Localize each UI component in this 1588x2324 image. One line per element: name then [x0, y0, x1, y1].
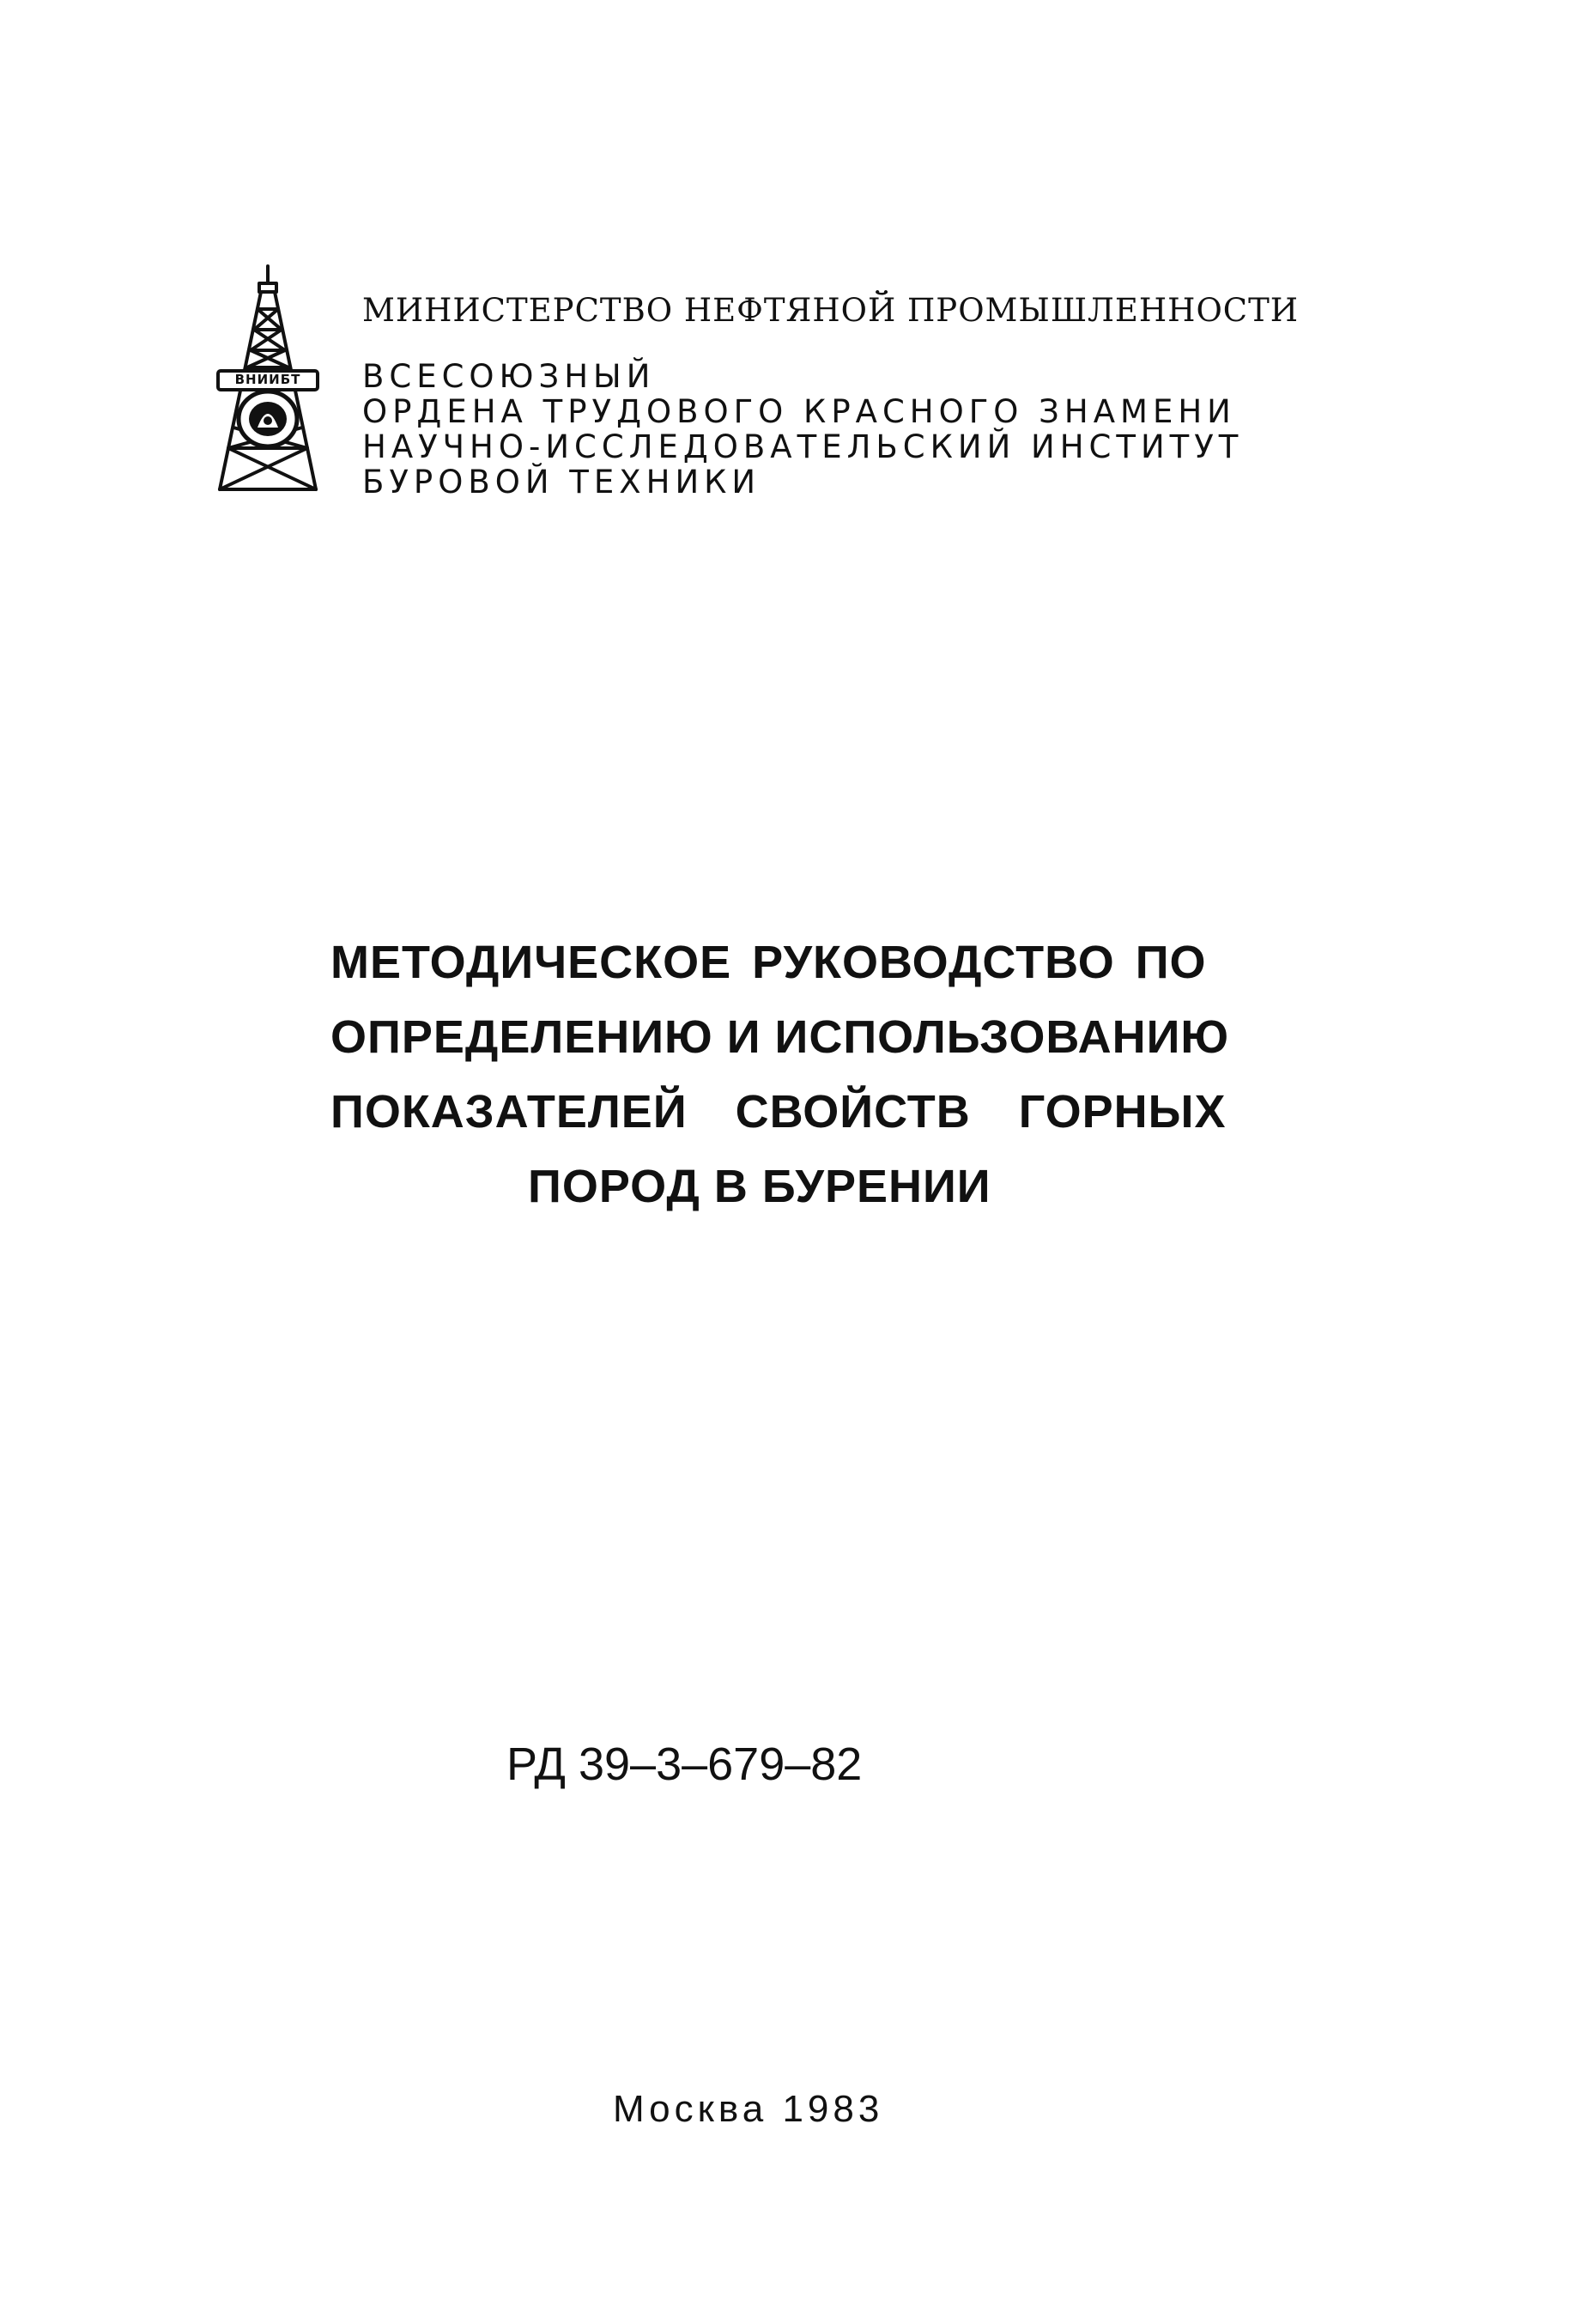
institute-line: ВСЕСОЮЗНЫЙ [362, 358, 656, 395]
institute-name [362, 359, 1243, 500]
institute-line: НАУЧНО-ИССЛЕДОВАТЕЛЬСКИЙ ИНСТИТУТ [362, 428, 1244, 465]
document-code: РД 39–3–679–82 [506, 1738, 863, 1790]
title-line: ПОКАЗАТЕЛЕЙ СВОЙСТВ ГОРНЫХ [330, 1086, 1227, 1138]
logo-text: ВНИИБТ [234, 372, 301, 387]
title-line: МЕТОДИЧЕСКОЕ РУКОВОДСТВО ПО [330, 937, 1207, 988]
institute-line: БУРОВОЙ ТЕХНИКИ [362, 464, 761, 501]
institute-line: ОРДЕНА ТРУДОВОГО КРАСНОГО ЗНАМЕНИ [362, 393, 1236, 430]
title-line: ПОРОД В БУРЕНИИ [528, 1161, 991, 1212]
imprint: Москва 1983 [613, 2088, 884, 2130]
title-line: ОПРЕДЕЛЕНИЮ И ИСПОЛЬЗОВАНИЮ [330, 1011, 1230, 1063]
ministry-name: МИНИСТЕРСТВО НЕФТЯНОЙ ПРОМЫШЛЕННОСТИ [362, 292, 1300, 329]
document-title [330, 925, 1249, 1224]
